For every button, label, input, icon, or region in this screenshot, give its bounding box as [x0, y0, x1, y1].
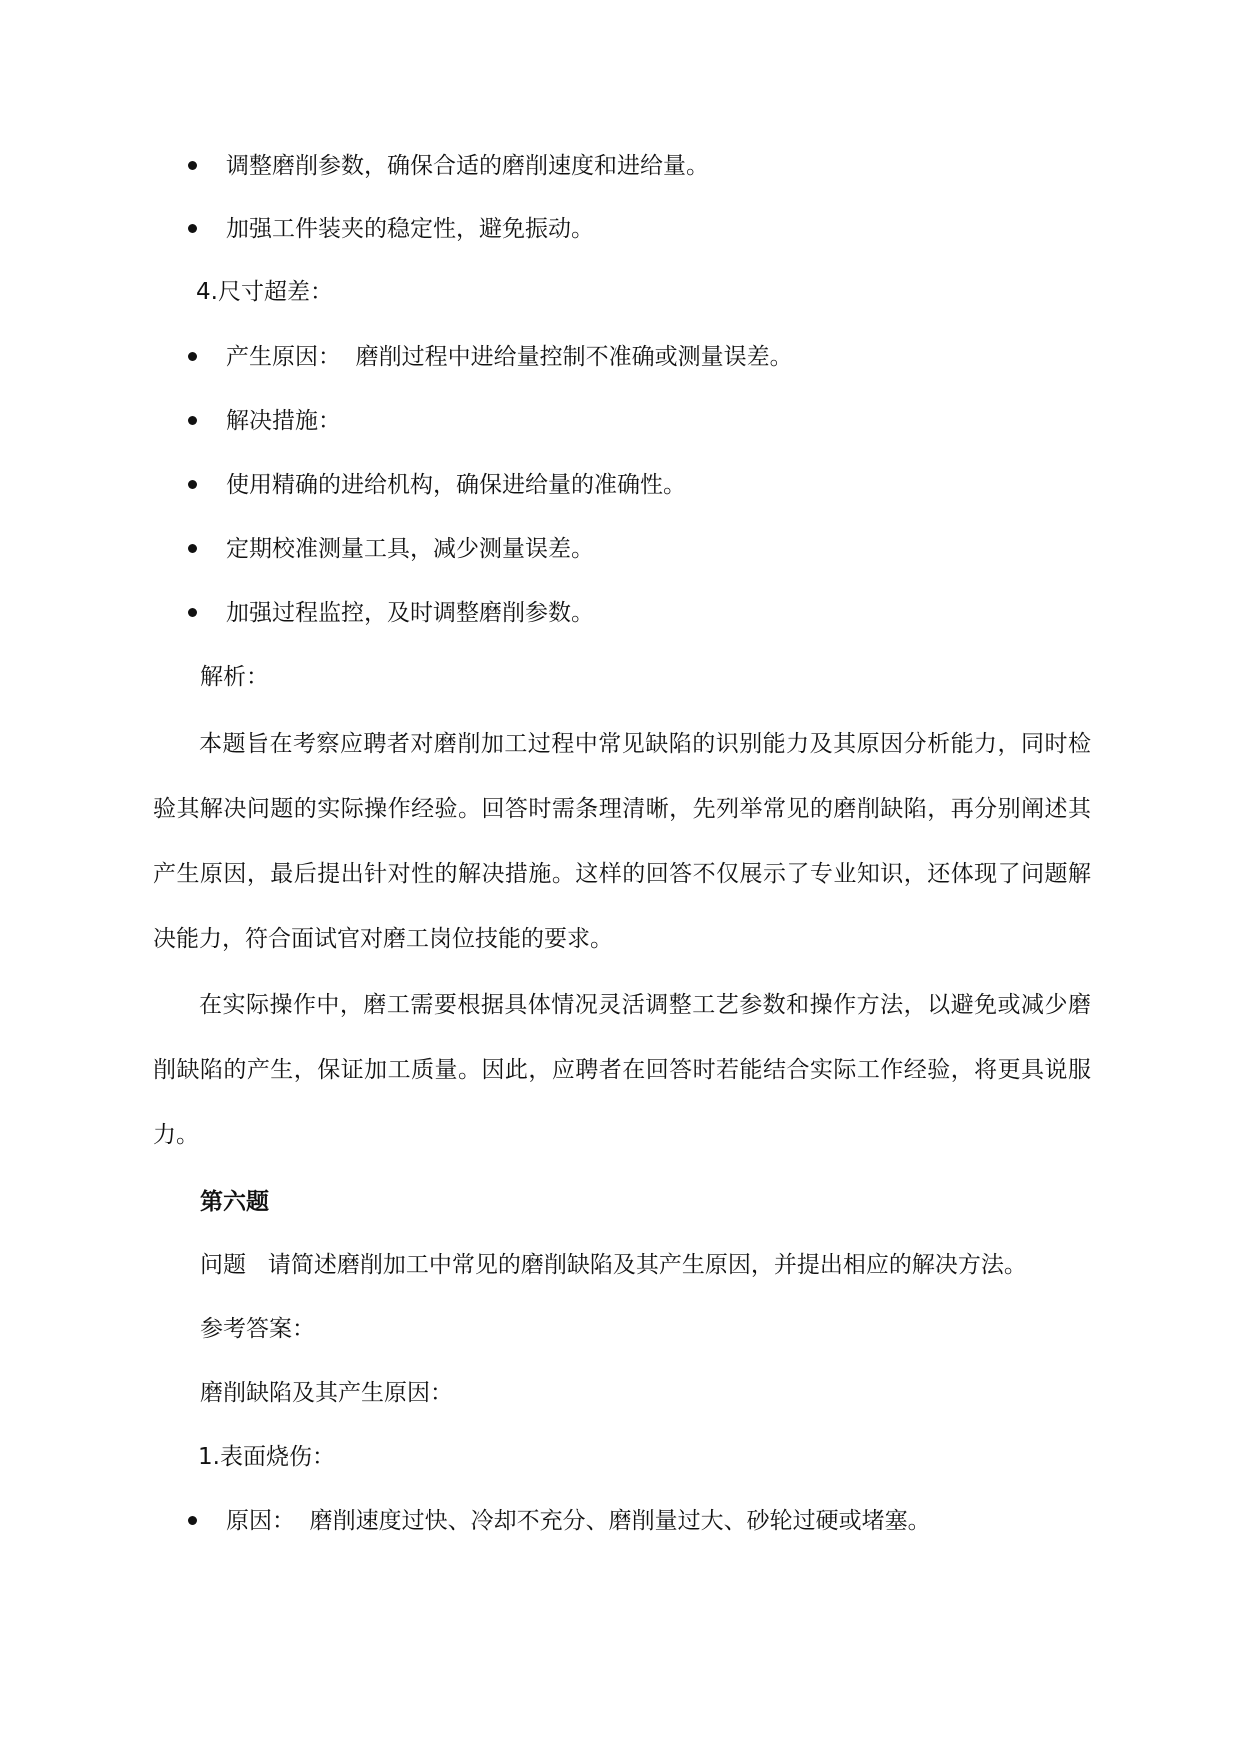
- bullet-text: 原因： 磨削速度过快、冷却不充分、磨削量过大、砂轮过硬或堵塞。: [226, 1508, 931, 1534]
- bullet-text: 定期校准测量工具，减少测量误差。: [226, 536, 594, 562]
- answer-label-text: 参考答案：: [200, 1316, 315, 1342]
- section-title-text: 第六题: [200, 1189, 269, 1215]
- bullet-text: 解决措施：: [226, 408, 341, 434]
- analysis-paragraph: 本题旨在考察应聘者对磨削加工过程中常见缺陷的识别能力及其原因分析能力，同时检验其解决问题的实际操作经验。回答时需条理清晰，先列举常见的磨削缺陷，再分别阐述其产生原因，最后提出针对性的解决措施。这样的回答不仅展示了专业知识，还体现了问题解决能力，符合面试官对磨工岗位技能的要求。: [153, 731, 1091, 952]
- bullet-text: 使用精确的进给机构，确保进给量的准确性。: [226, 472, 686, 498]
- bullet-icon: [188, 480, 197, 489]
- analysis-label-text: 解析：: [200, 664, 269, 690]
- bullet-text: 调整磨削参数，确保合适的磨削速度和进给量。: [226, 153, 709, 179]
- bullet-icon: [188, 161, 197, 170]
- bullet-icon: [188, 224, 197, 233]
- bullet-icon: [188, 1516, 197, 1525]
- analysis-paragraph: 在实际操作中，磨工需要根据具体情况灵活调整工艺参数和操作方法，以避免或减少磨削缺陷的产生，保证加工质量。因此，应聘者在回答时若能结合实际工作经验，将更具说服力。: [153, 992, 1091, 1148]
- bullet-text: 加强工件装夹的稳定性，避免振动。: [226, 216, 594, 242]
- bullet-icon: [188, 544, 197, 553]
- subheading-text: 4.尺寸超差：: [196, 279, 333, 305]
- bullet-text: 产生原因： 磨削过程中进给量控制不准确或测量误差。: [226, 344, 793, 370]
- bullet-icon: [188, 416, 197, 425]
- bullet-icon: [188, 608, 197, 617]
- bullet-icon: [188, 352, 197, 361]
- question-text: 问题 请简述磨削加工中常见的磨削缺陷及其产生原因，并提出相应的解决方法。: [200, 1252, 1027, 1278]
- bullet-text: 加强过程监控，及时调整磨削参数。: [226, 600, 594, 626]
- subheading-text: 1.表面烧伤：: [198, 1444, 335, 1470]
- defects-label-text: 磨削缺陷及其产生原因：: [200, 1380, 453, 1406]
